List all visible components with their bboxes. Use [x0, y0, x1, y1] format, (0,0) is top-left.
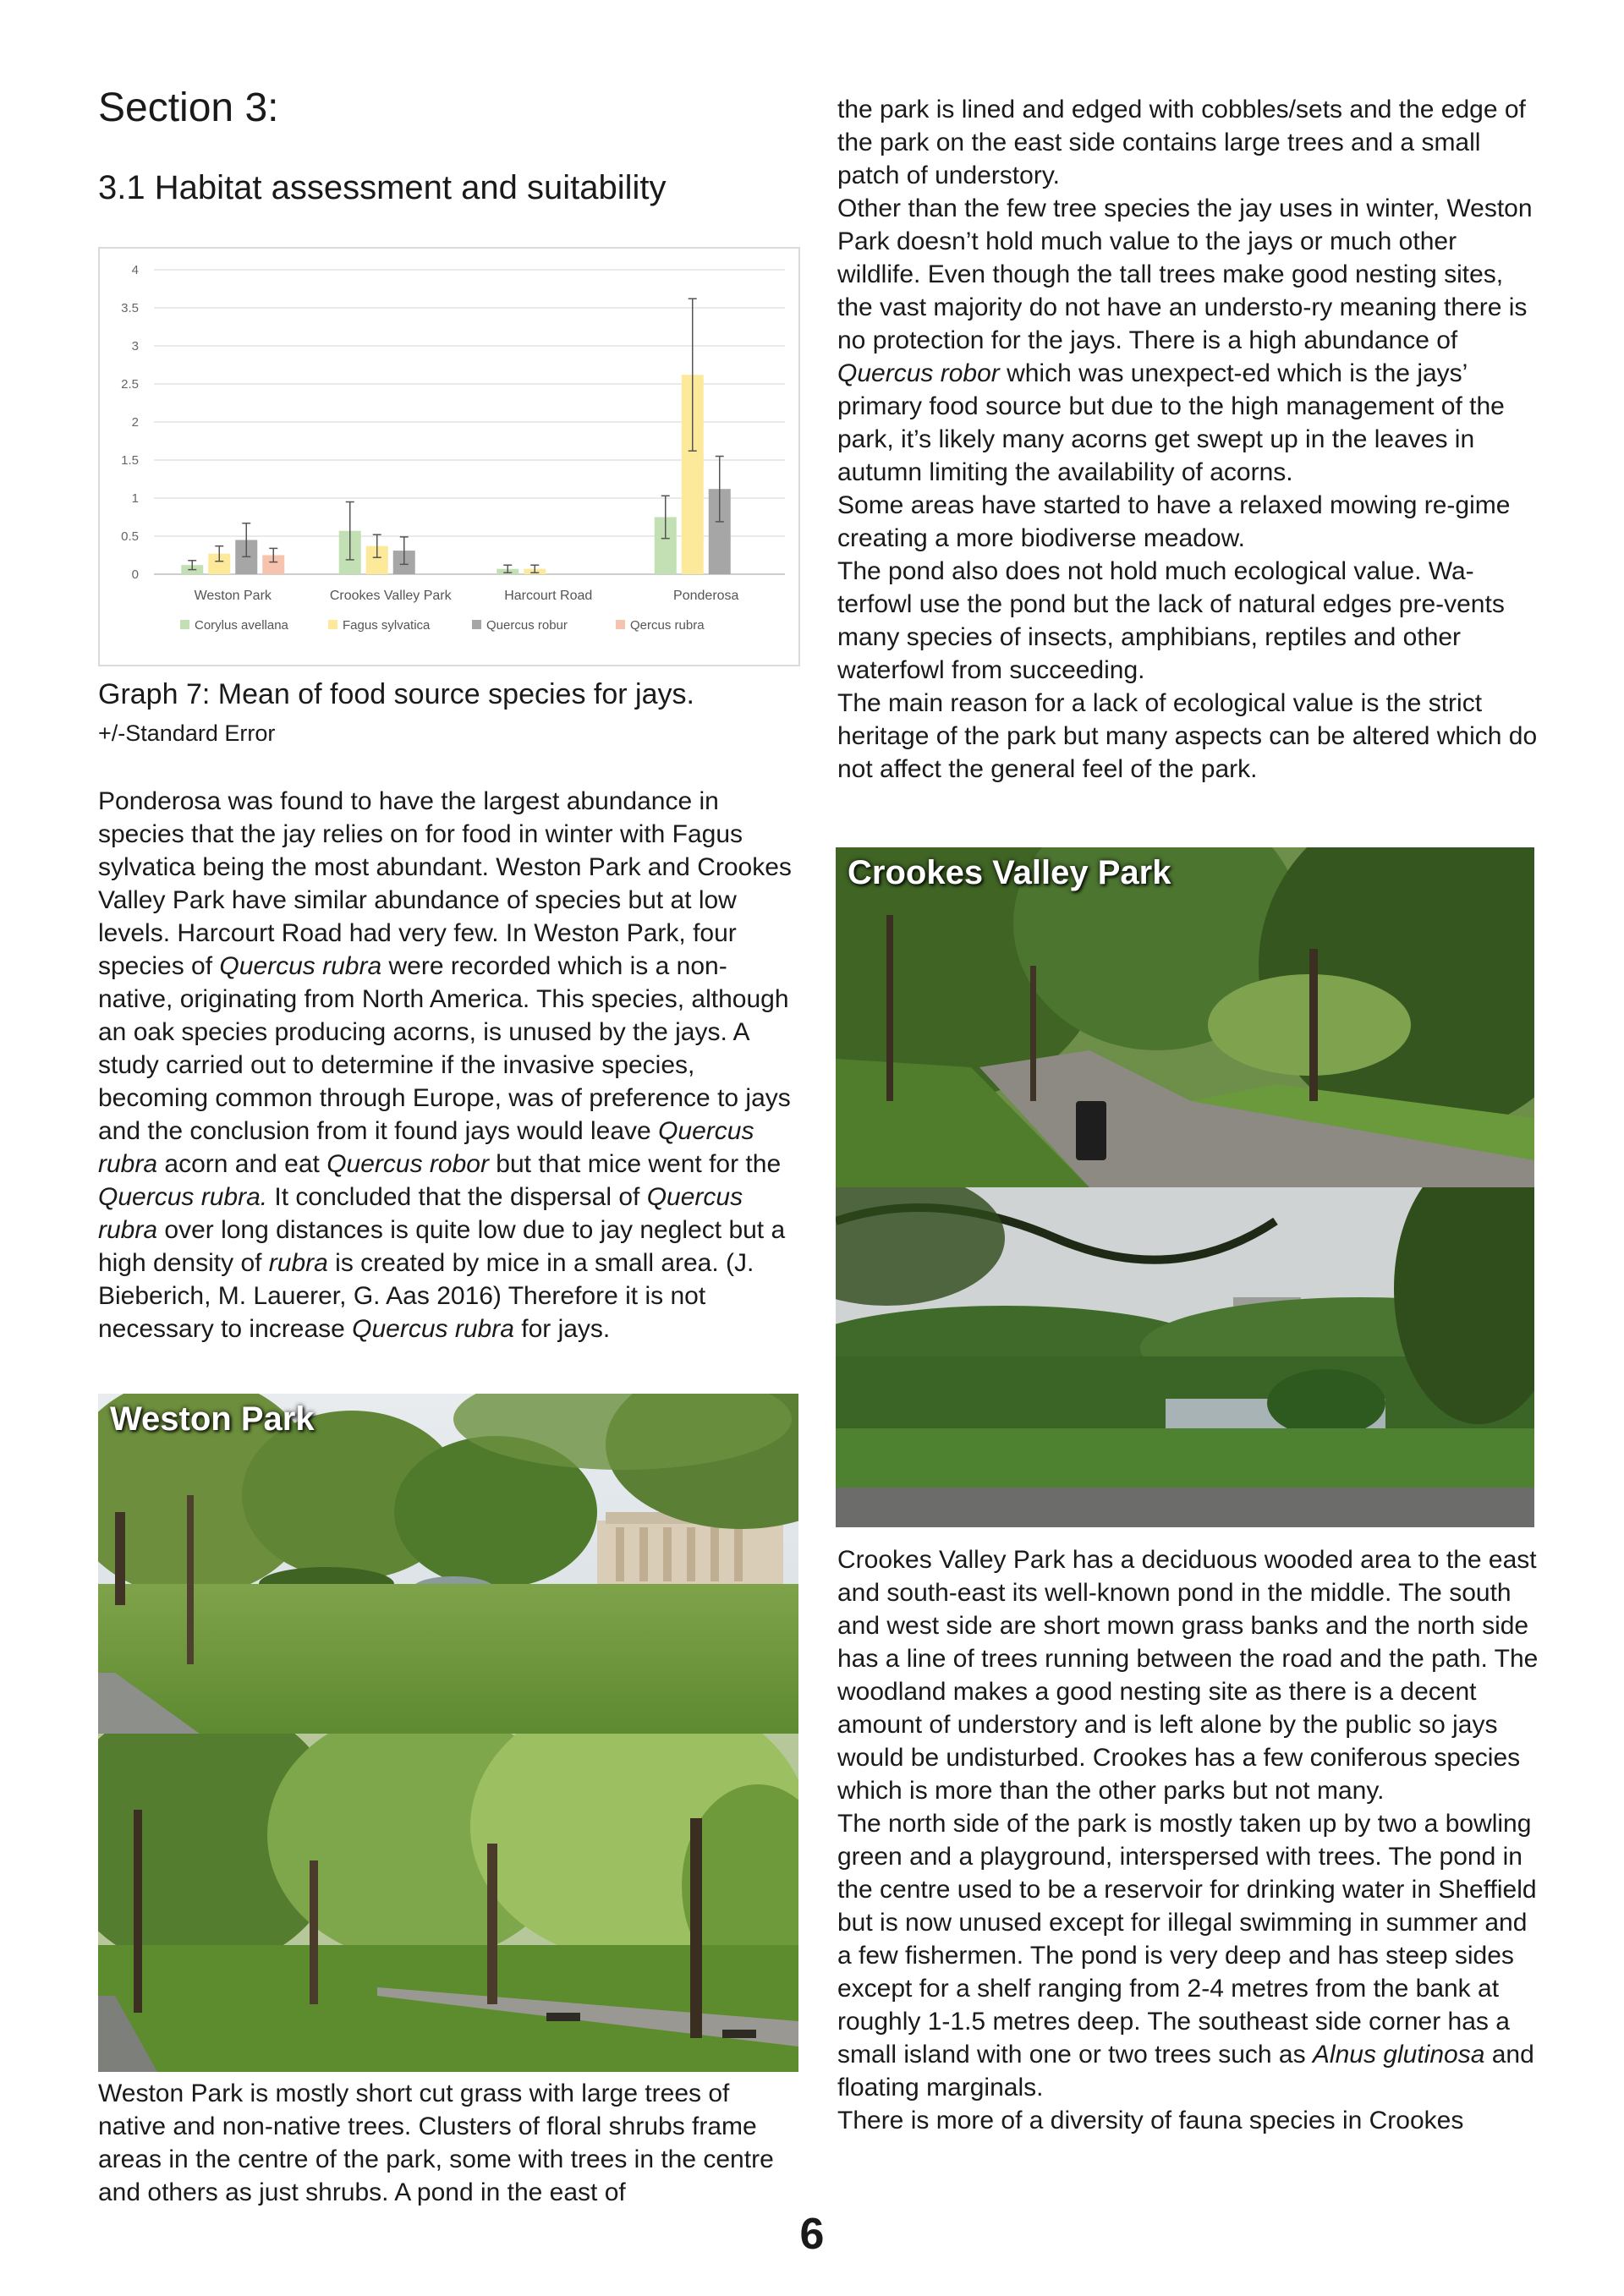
- graph-caption-sub: +/-Standard Error: [98, 721, 276, 746]
- y-tick-label: 0: [131, 567, 139, 582]
- graph-caption: Graph 7: Mean of food source species for jays.: [98, 678, 694, 710]
- right-body-text: the park is lined and edged with cobbles/sets and the edge of the park on the east side contains large trees and a small patch of understory. Other than the few tree species the jay uses in winter, Weston Park doesn’t hold much value to the jays or much other wildlife. Even though the tall trees make good nesting sites, the vast majority do not have an understo-ry meaning there is no protection for the jays. There is a high abundance of Quercus robor which was unexpect-ed which is the jays’ primary food source but due to the high management of the park, it’s likely many acorns get swept up in the leaves in autumn limiting the availability of acorns. Some areas have started to have a relaxed mowing re-gime creating a more biodiverse meadow. The pond also does not hold much ecological value. Wa-terfowl use the pond but the lack of natural edges pre-vents many species of insects, amphibians, reptiles and other waterfowl from succeeding. The main reason for a lack of ecological value is the strict heritage of the park but many aspects can be altered which do not affect the general feel of the park.: [837, 96, 1538, 783]
- x-category-label: Harcourt Road: [504, 589, 593, 603]
- weston-park-text: Weston Park is mostly short cut grass with large trees of native and non-native trees. Clusters of floral shrubs frame areas in the centre of the park, some with trees in the centre and others as just shrubs. A pond in the east of: [98, 2080, 774, 2206]
- y-tick-label: 0.5: [121, 529, 139, 544]
- legend-label: Fagus sylvatica: [343, 618, 431, 633]
- y-tick-label: 3: [131, 339, 139, 353]
- weston-park-photo-1: [98, 1394, 798, 1734]
- x-category-label: Weston Park: [194, 589, 272, 603]
- food-source-chart: [98, 247, 800, 666]
- legend-swatch: [472, 620, 481, 629]
- legend-swatch: [180, 620, 189, 629]
- crookes-valley-photo-1: [836, 847, 1534, 1187]
- legend-label: Corylus avellana: [195, 618, 288, 633]
- subsection-heading: 3.1 Habitat assessment and suitability: [98, 169, 667, 206]
- y-tick-label: 1.5: [121, 453, 139, 468]
- x-category-label: Ponderosa: [673, 589, 739, 603]
- y-tick-label: 3.5: [121, 301, 139, 315]
- chart-svg: [100, 249, 798, 665]
- y-tick-label: 2: [131, 415, 139, 430]
- left-body-text: Ponderosa was found to have the largest abundance in species that the jay relies on for food in winter with Fagus sylvatica being the most abundant. Weston Park and Crookes Valley Park have similar abundance of species but at low levels. Harcourt Road had very few. In Weston Park, four species of Quercus rubra were recorded which is a non-native, originating from North America. This species, although an oak species producing acorns, is unused by the jays. A study carried out to determine if the invasive species, becoming common through Europe, was of preference to jays and the conclusion from it found jays would leave Quercus rubra acorn and eat Quercus robor but that mice went for the Quercus rubra. It concluded that the dispersal of Quercus rubra over long distances is quite low due to jay neglect but a high density of rubra is created by mice in a small area. (J. Bieberich, M. Lauerer, G. Aas 2016) Therefore it is not necessary to increase Quercus rubra for jays.: [98, 787, 792, 1343]
- y-tick-label: 2.5: [121, 377, 139, 392]
- crookes-valley-photo-2: [836, 1187, 1534, 1527]
- crookes-valley-text: Crookes Valley Park has a deciduous wooded area to the east and south-east its well-known pond in the middle. The south and west side are short mown grass banks and the north side has a line of trees running between the road and the path. The woodland makes a good nesting site as there is a decent amount of understory and is left alone by the public so jays would be undisturbed. Crookes has a few coniferous species which is more than the other parks but not many. The north side of the park is mostly taken up by two a bowling green and a playground, interspersed with trees. The pond in the centre used to be a reservoir for drinking water in Sheffield but is now unused except for illegal swimming in summer and a few fishermen. The pond is very deep and has steep sides except for a shelf ranging from 2-4 metres from the bank at roughly 1-1.5 metres deep. The southeast side corner has a small island with one or two trees such as Alnus glutinosa and floating marginals. There is more of a diversity of fauna species in Crookes: [837, 1546, 1539, 2134]
- x-category-label: Crookes Valley Park: [329, 589, 452, 603]
- legend-swatch: [616, 620, 625, 629]
- y-tick-label: 4: [131, 263, 139, 277]
- legend-swatch: [328, 620, 337, 629]
- weston-park-label: Weston Park: [110, 1400, 315, 1438]
- y-tick-label: 1: [131, 491, 139, 506]
- crookes-valley-label: Crookes Valley Park: [848, 854, 1171, 891]
- section-heading: Section 3:: [98, 85, 279, 130]
- legend-label: Quercus robur: [486, 618, 568, 633]
- page-number: 6: [799, 2210, 825, 2259]
- legend-label: Qercus rubra: [630, 618, 705, 633]
- weston-park-photo-2: [98, 1734, 798, 2072]
